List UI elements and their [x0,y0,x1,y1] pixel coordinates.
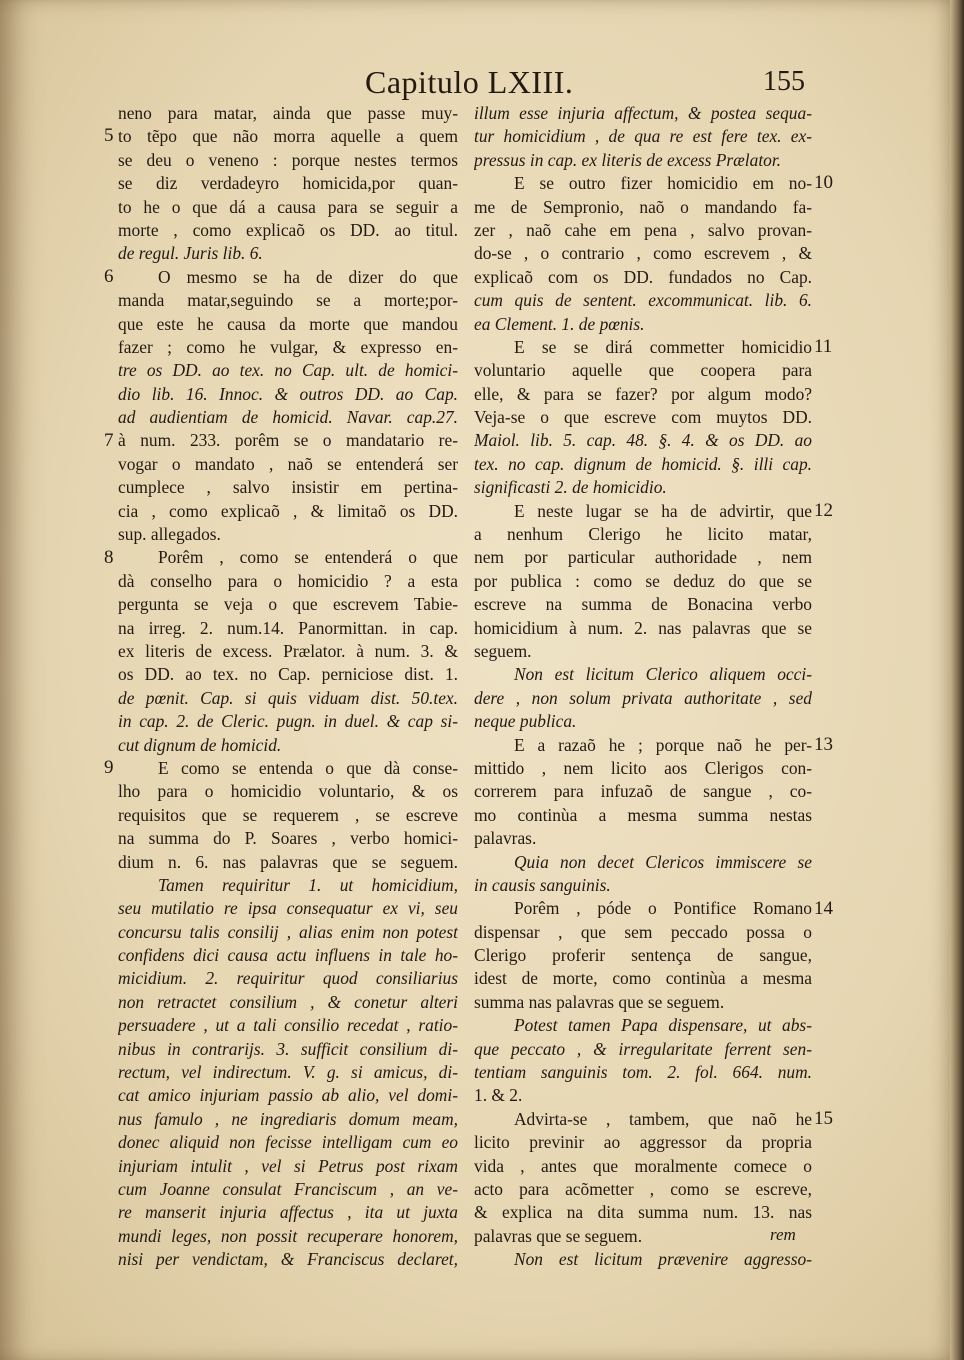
text-line: por publica : como se deduz do que se [474,570,812,591]
text-line: ex literis de excess. Prælator. à num. 3. & [118,640,458,661]
text-line: nus famulo , ne ingrediaris domum meam, [118,1108,458,1129]
text-line: tur homicidium , de qua re est fere tex. ex- [474,126,812,147]
text-line: summa nas palavras que se seguem. [474,991,725,1012]
text-line: tentiam sanguinis tom. 2. fol. 664. num. [474,1062,812,1083]
text-line: in causis sanguinis. [474,874,611,895]
text-line: Potest tamen Papa dispensare, ut abs- [514,1015,812,1036]
text-line: idest de morte, como continùa a mesma [474,968,812,989]
text-line: persuadere , ut a tali consilio recedat , ratio- [118,1015,458,1036]
margin-number: 14 [814,897,833,919]
text-line: cia , como explicaõ , & limitaõ os DD. [118,500,458,521]
text-line: Porêm , como se entenderá o que [158,547,458,568]
text-line: neno para matar, ainda que passe muy- [118,103,458,123]
text-line: cumplece , salvo insistir em pertina- [118,477,458,498]
text-line: zer , naõ cahe em pena , salvo provan- [474,219,812,240]
text-line: nem por particular authoridade , nem [474,547,812,568]
text-line: à num. 233. porêm se o mandatario re- [118,430,458,451]
text-line: E neste lugar se ha de advirtir, que [514,500,812,521]
text-line: confidens dici causa actu influens in tale ho- [118,945,458,966]
text-line: cat amico injuriam passio ab alio, vel domi- [118,1085,458,1106]
text-line: micidium. 2. requiritur quod consiliarius [118,968,458,989]
margin-number: 13 [814,733,833,755]
text-line: que peccato , & irregularitate ferrent sen- [474,1038,812,1059]
text-line: acto para acõmetter , como se escreve, [474,1178,812,1199]
text-line: na irreg. 2. num.14. Panormittan. in cap. [118,617,458,638]
text-line: & explica na dita summa num. 13. nas [474,1202,812,1223]
text-line: rectum, vel indirectum. V. g. si amicus, di- [118,1062,458,1083]
text-line: vida , antes que moralmente comece o [474,1155,812,1176]
margin-number: 7 [104,429,114,451]
text-line: de regul. Juris lib. 6. [118,243,263,264]
text-line: de pœnit. Cap. si quis viduam dist. 50.tex. [118,687,458,708]
text-line: manda matar,seguindo se a morte;por- [118,290,458,311]
left-text-column [118,102,458,1272]
text-line: Veja-se o que escreve com muytos DD. [474,407,812,428]
text-line: re manserit injuria affectus , ita ut juxta [118,1202,458,1223]
text-line: voluntario aquelle que coopera para [474,360,812,381]
text-line: Tamen requiritur 1. ut homicidium, [158,874,458,895]
text-line: palavras. [474,828,537,849]
text-line: concursu talis consilij , alias enim non potest [118,921,458,942]
text-line: seguem. [474,640,532,661]
text-line: lho para o homicidio voluntario, & os [118,781,458,802]
text-line: seu mutilatio re ipsa consequatur ex vi, seu [118,898,458,919]
text-line: na summa do P. Soares , verbo homici- [118,828,458,849]
text-line: vogar o mandato , naõ se entenderá ser [118,453,458,474]
text-line: E se outro fizer homicidio em no- [514,173,812,194]
text-line: significasti 2. de homicidio. [474,477,667,498]
text-line: dere , non solum privata authoritate , sed [474,687,812,708]
text-line: pressus in cap. ex literis de excess Prælator. [474,149,782,170]
text-line: sup. allegados. [118,524,221,545]
text-line: cut dignum de homicid. [118,734,282,755]
text-line: ea Clement. 1. de pœnis. [474,313,645,334]
margin-number: 5 [104,125,114,147]
text-line: non retractet consilium , & conetur alteri [118,991,458,1012]
text-line: ad audientiam de homicid. Navar. cap.27. [118,407,458,428]
text-line: mittido , nem licito aos Clerigos con- [474,757,812,778]
text-line: se diz verdadeyro homicida,por quan- [118,173,458,194]
text-line: cum quis de sentent. excommunicat. lib. 6. [474,290,812,311]
page-number: 155 [763,66,805,97]
text-line: do-se , o contrario , como escrevem , & [474,243,812,264]
margin-number: 15 [814,1108,833,1130]
margin-number: 8 [104,546,114,568]
text-line: E como se entenda o que dà conse- [158,757,458,778]
text-line: E a razaõ he ; porque naõ he per- [514,734,812,755]
text-line: dispensar , que sem peccado possa o [474,921,812,942]
text-line: requisitos que se requerem , se escreve [118,804,458,825]
text-line: tex. no cap. dignum de homicid. §. illi cap. [474,453,812,474]
text-line: injuriam intulit , vel si Petrus post rixam [118,1155,458,1176]
text-line: os DD. ao tex. no Cap. perniciose dist. 1. [118,664,458,685]
text-line: illum esse injuria affectum, & postea sequa- [474,103,812,123]
text-line: me de Sempronio, naõ o mandando fa- [474,196,812,217]
chapter-title: Capitulo LXIII. [365,64,574,100]
text-line: se deu o veneno : porque nestes termos [118,149,458,170]
text-line: to he o que dá a causa para se seguir a [118,196,458,217]
text-line: Quia non decet Clericos immiscere se [514,851,812,872]
text-line: Advirta-se , tambem, que naõ he [514,1108,812,1129]
text-line: fazer ; como he vulgar, & expresso en- [118,336,458,357]
text-line: dà conselho para o homicidio ? a esta [118,570,458,591]
text-line: cum Joanne consulat Franciscum , an ve- [118,1178,458,1199]
margin-number: 12 [814,499,833,521]
text-line: homicidium à num. 2. nas palavras que se [474,617,812,638]
margin-number: 6 [104,265,114,287]
margin-number: 9 [104,757,114,779]
text-line: explicaõ com os DD. fundados no Cap. [474,266,812,287]
text-line: Non est licitum Clerico aliquem occi- [514,664,812,685]
margin-number: 10 [814,172,833,194]
text-line: dio lib. 16. Innoc. & outros DD. ao Cap. [118,383,458,404]
text-line: dium n. 6. nas palavras que se seguem. [118,851,458,872]
text-line: nibus in contrarijs. 3. sufficit consilium di- [118,1038,458,1059]
right-text-column [474,102,812,1272]
margin-number: 11 [814,336,833,357]
text-line: Clerigo proferir sentença de sangue, [474,945,812,966]
text-line: correrem para infuzaõ de sangue , co- [474,781,812,802]
text-line: to tẽpo que não morra aquelle a quem [118,126,458,147]
text-line: palavras que se seguem. [474,1225,643,1246]
page-edge [950,0,964,1360]
text-line: 1. & 2. [474,1085,523,1106]
text-line: nisi per vendictam, & Franciscus declaret, [118,1249,458,1270]
text-line: morte , como explicaõ os DD. ao titul. [118,219,458,240]
text-line: que este he causa da morte que mandou [118,313,458,334]
text-line: elle, & para se fazer? por algum modo? [474,383,812,404]
text-line: Non est licitum prævenire aggresso- [514,1249,812,1270]
text-line: E se se dirá commetter homicidio [514,336,812,357]
text-line: licito previnir ao aggressor da propria [474,1132,812,1153]
text-line: escreve na summa de Bonacina verbo [474,594,812,615]
text-line: mo continùa a mesma summa nestas [474,804,812,825]
text-line: Porêm , póde o Pontifice Romano [514,898,812,919]
text-line: neque publica. [474,711,577,732]
text-line: in cap. 2. de Cleric. pugn. in duel. & cap si- [118,711,458,732]
text-line: a nenhum Clerigo he licito matar, [474,524,812,545]
text-line: mundi leges, non possit recuperare honorem, [118,1225,458,1246]
catchword: rem [770,1225,796,1244]
text-line: donec aliquid non fecisse intelligam cum eo [118,1132,458,1153]
text-line: tre os DD. ao tex. no Cap. ult. de homici- [118,360,458,381]
text-line: O mesmo se ha de dizer do que [158,266,458,287]
text-line: pergunta se veja o que escrevem Tabie- [118,594,458,615]
text-line: Maiol. lib. 5. cap. 48. §. 4. & os DD. ao [474,430,812,451]
